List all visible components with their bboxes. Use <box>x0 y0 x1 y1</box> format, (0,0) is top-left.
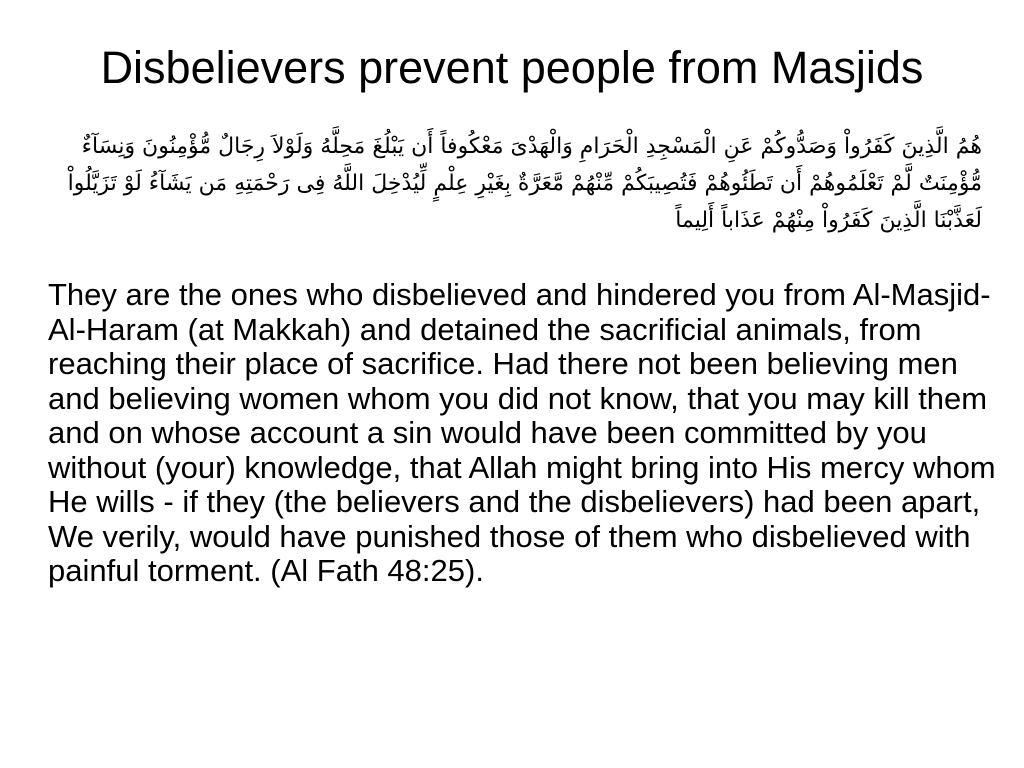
arabic-verse: هُمُ الَّذِينَ كَفَرُواْ وَصَدُّوكُمْ عَنِ الْمَسْجِدِ الْحَرَامِ وَالْهَدْىَ مَعْكُوفاً أَن يَبْلُغَ مَحِلَّهُ وَلَوْلاَ رِجَالٌ مُّؤْمِنُونَ وَنِسَآءٌ مُّؤْمِنَتٌ لَّمْ تَعْلَمُوهُمْ أَن تَطَئُوهُمْ فَتُصِيبَكُمْ مِّنْهُمْ مَّعَرَّةٌ بِغَيْرِ عِلْمٍ لِّيُدْخِلَ اللَّهُ فِى رَحْمَتِهِ مَن يَشَآءُ لَوْ تَزَيَّلُواْ لَعَذَّبْنَا الَّذِينَ كَفَرُواْ مِنْهُمْ عَذَاباً أَلِيماً <box>67 134 982 233</box>
slide-title: Disbelievers prevent people from Masjids <box>100 42 924 93</box>
verse-translation: They are the ones who disbelieved and hindered you from Al-Masjid-Al-Haram (at Makkah) and detained the sacrificial animals, from reaching their place of sacrifice. Had there not been believing men and believing women whom you did not know, that you may kill them and on whose account a sin would have been committed by you without (your) knowledge, that Allah might bring into His mercy whom He wills - if they (the believers and the disbelievers) had been apart, We verily, would have punished those of them who disbelieved with painful torment. (Al Fath 48:25). <box>48 277 996 588</box>
